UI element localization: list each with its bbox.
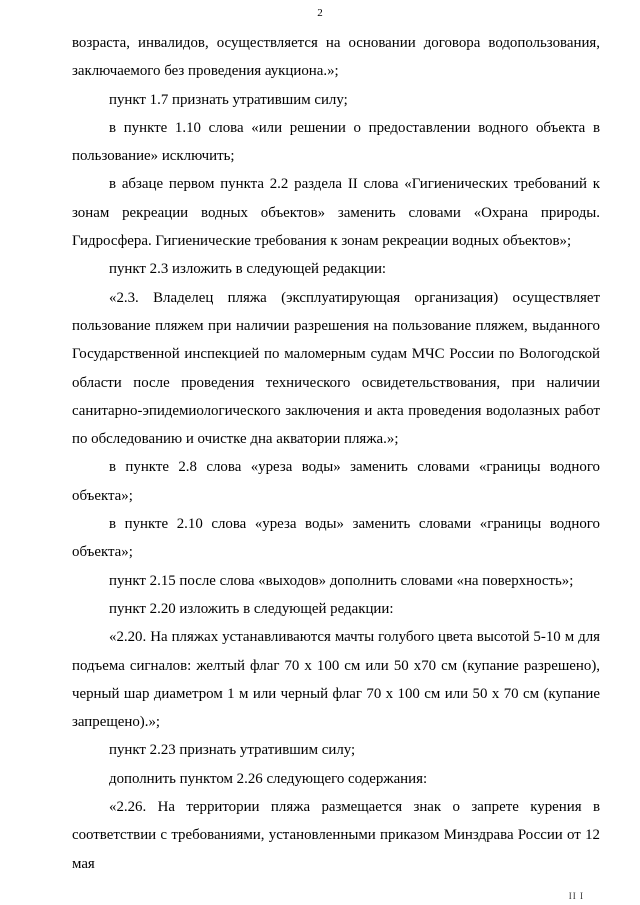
paragraph: пункт 2.15 после слова «выходов» дополнить словами «на поверхность»; bbox=[109, 572, 574, 589]
paragraph: в пункте 1.10 слова «или решении о предоставлении водного объекта в пользование» исключить; bbox=[72, 119, 600, 165]
paragraph: дополнить пунктом 2.26 следующего содержания: bbox=[109, 770, 428, 787]
paragraph: пункт 2.23 признать утратившим силу; bbox=[109, 742, 356, 759]
paragraph: пункт 1.7 признать утратившим силу; bbox=[109, 91, 348, 108]
paragraph: в пункте 2.8 слова «уреза воды» заменить словами «границы водного объекта»; bbox=[72, 459, 600, 504]
paragraph: в пункте 2.10 слова «уреза воды» заменить словами «границы водного объекта»; bbox=[72, 516, 600, 561]
paragraph: возраста, инвалидов, осуществляется на основании договора водопользования, заключаемого без проведения аукциона.»; bbox=[72, 35, 600, 80]
paragraph: «2.26. На территории пляжа размещается знак о запрете курения в соответствии с требованиями, установленными приказом Минздрава России от 12 мая bbox=[72, 799, 600, 872]
paragraph: «2.20. На пляжах устанавливаются мачты голубого цвета высотой 5-10 м для подъема сигналов: желтый флаг 70 х 100 см или 50 х70 см (купание разрешено), черный шар диаметром 1 м или черный флаг 70 х 100 см или 50 х 70 см (купание запрещено).»; bbox=[72, 629, 600, 731]
document-body bbox=[72, 29, 600, 878]
footer-mark: II I bbox=[568, 891, 584, 901]
paragraph: в абзаце первом пункта 2.2 раздела II слова «Гигиенических требований к зонам рекреации водных объектов» заменить словами «Охрана природы. Гидросфера. Гигиенические требования к зонам рекреации водных объектов»; bbox=[72, 176, 600, 250]
paragraph: пункт 2.20 изложить в следующей редакции: bbox=[109, 600, 394, 617]
paragraph: пункт 2.3 изложить в следующей редакции: bbox=[109, 261, 387, 278]
page-number: 2 bbox=[317, 7, 323, 19]
paragraph: «2.3. Владелец пляжа (эксплуатирующая организация) осуществляет пользование пляжем при наличии разрешения на пользование пляжем, выданного Государственной инспекцией по маломерным судам МЧС России по Вологодской области после проведения технического освидетельствования, при наличии санитарно-эпидемиологического заключения и акта проведения водолазных работ по обследованию и очистке дна акватории пляжа.»; bbox=[72, 289, 600, 448]
